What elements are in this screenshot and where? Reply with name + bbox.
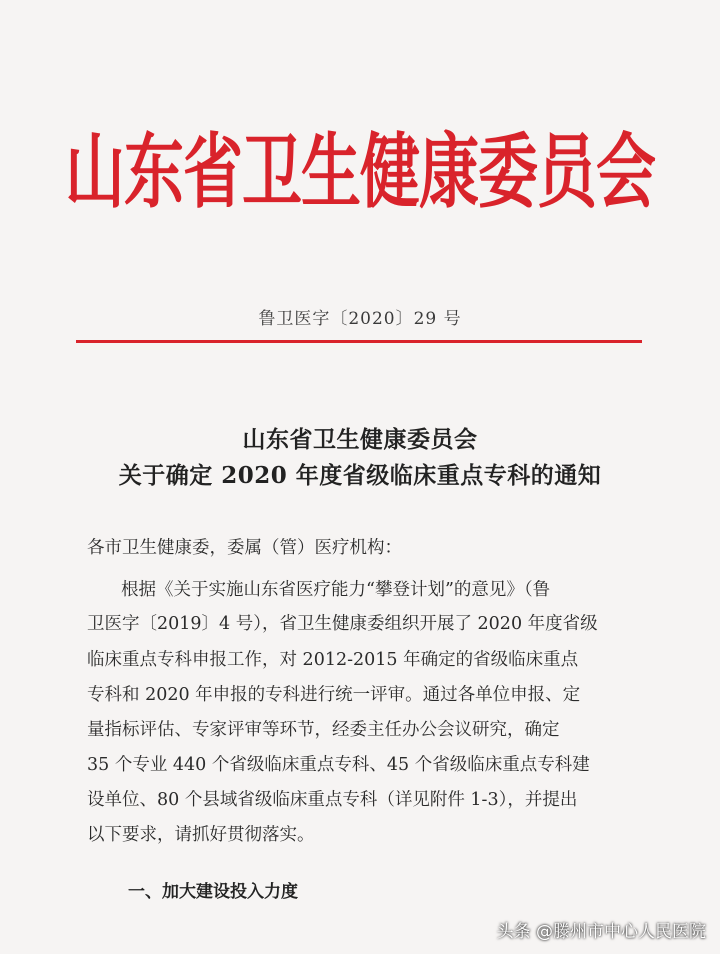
section-heading: 一、加大建设投入力度 xyxy=(128,882,298,902)
body-line: 临床重点专科申报工作，对 2012-2015 年确定的省级临床重点 xyxy=(87,650,579,670)
body-line: 设单位、80 个县域省级临床重点专科（详见附件 1-3），并提出 xyxy=(87,790,578,810)
body-line: 根据《关于实施山东省医疗能力“攀登计划”的意见》（鲁 xyxy=(121,580,551,600)
document-number: 鲁卫医字〔2020〕29 号 xyxy=(258,309,462,329)
salutation: 各市卫生健康委，委属（管）医疗机构： xyxy=(87,538,402,558)
issuer-title: 山东省卫生健康委员会 xyxy=(65,125,655,221)
body-line: 专科和 2020 年申报的专科进行统一评审。通过各单位申报、定 xyxy=(87,685,581,705)
body-line: 以下要求，请抓好贯彻落实。 xyxy=(87,825,315,845)
body-line: 量指标评估、专家评审等环节，经委主任办公会议研究，确定 xyxy=(87,720,560,740)
source-watermark: 头条 @滕州市中心人民医院 xyxy=(496,922,706,942)
notice-title-line-2: 关于确定 2020 年度省级临床重点专科的通知 xyxy=(118,462,602,489)
red-divider xyxy=(76,340,642,343)
notice-title-line-1: 山东省卫生健康委员会 xyxy=(242,426,478,453)
body-line: 35 个专业 440 个省级临床重点专科、45 个省级临床重点专科建 xyxy=(87,755,590,775)
body-line: 卫医字〔2019〕4 号），省卫生健康委组织开展了 2020 年度省级 xyxy=(87,614,598,634)
